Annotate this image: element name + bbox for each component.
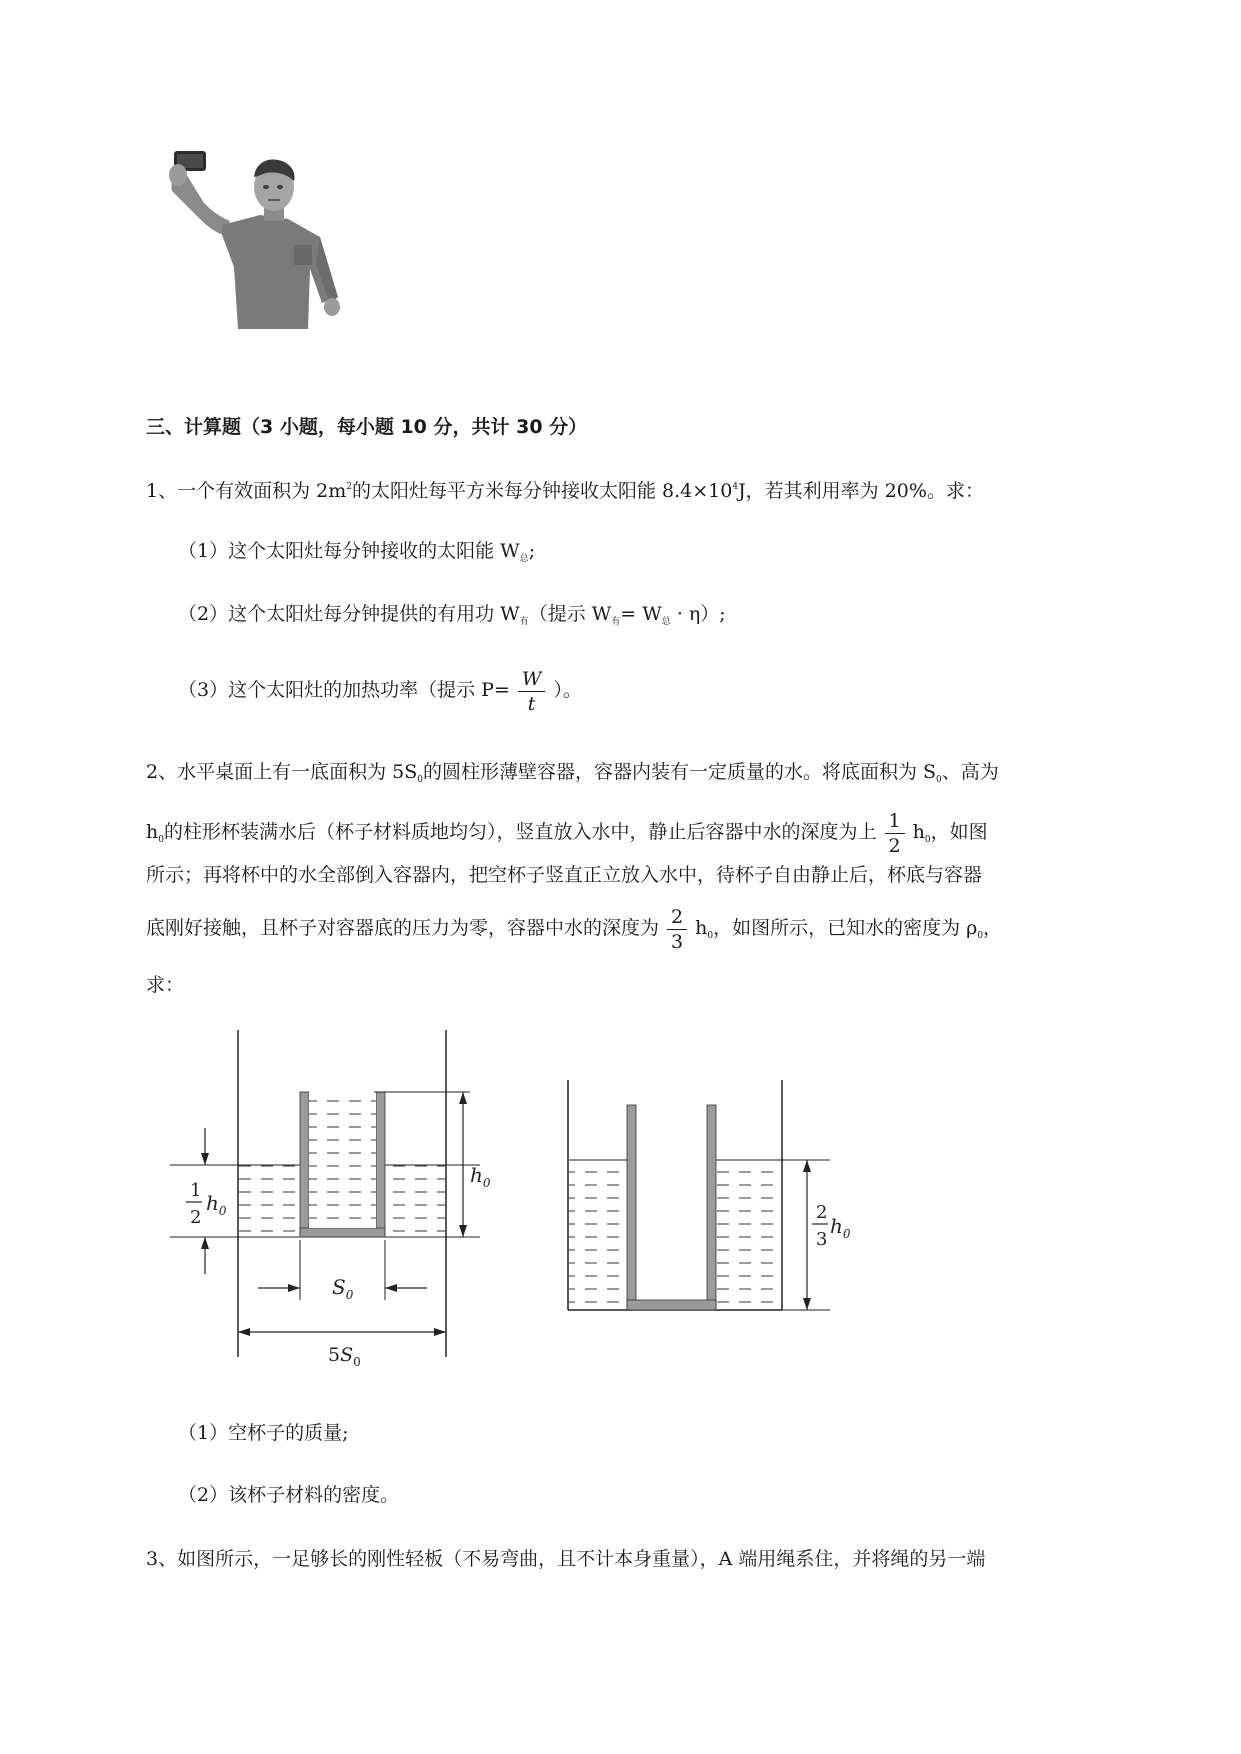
q1-p2-d: · η）; bbox=[670, 603, 726, 625]
half-h0: $h_0$ bbox=[206, 1191, 227, 1218]
q2-l4-a: 底刚好接触，且杯子对容器底的压力为零，容器中水的深度为 bbox=[146, 917, 660, 939]
q1-p1-sub: 总 bbox=[519, 554, 529, 564]
frac-num-w: W bbox=[521, 667, 542, 690]
q3-line1: 3、如图所示，一足够长的刚性轻板（不易弯曲，且不计本身重量），A 端用绳系住，并将绳的另一端 bbox=[146, 1548, 986, 1570]
two-thirds-den: 3 bbox=[816, 1229, 828, 1250]
q1-p2-a: （2）这个太阳灶每分钟提供的有用功 W bbox=[178, 603, 520, 625]
q1-p1-b: ; bbox=[528, 540, 536, 562]
q2-line5: 求： bbox=[146, 974, 185, 996]
q1-p2-sub2: 有 bbox=[611, 617, 621, 627]
s0-label: $S_0$ bbox=[332, 1275, 354, 1302]
q1-part1 bbox=[178, 538, 535, 572]
q2-part1: （1）空杯子的质量; bbox=[178, 1422, 349, 1444]
q1-p2-sub3: 总 bbox=[661, 617, 671, 627]
q2-line3: 所示；再将杯中的水全部倒入容器内，把空杯子竖直正立放入水中，待杯子自由静止后，杯底与容器 bbox=[146, 864, 983, 886]
q1-stem-sup: 2 bbox=[346, 482, 352, 492]
frac-den-t: t bbox=[527, 692, 536, 715]
half-num: 1 bbox=[190, 1180, 202, 1201]
fraction-one-half bbox=[885, 809, 905, 858]
h0-label: $h_0$ bbox=[470, 1163, 490, 1190]
half-den: 2 bbox=[190, 1207, 202, 1228]
q2-l2-b: 的柱形杯装满水后（杯子材料质地均匀），竖直放入水中，静止后容器中水的深度为上 bbox=[163, 821, 877, 843]
q1-p2-sub1: 有 bbox=[519, 617, 529, 627]
q2-l2-d: ，如图 bbox=[930, 821, 988, 843]
two-thirds-num: 2 bbox=[816, 1202, 828, 1223]
5s0-label: $5S_0$ bbox=[328, 1344, 361, 1369]
q2-part2: （2）该杯子材料的密度。 bbox=[178, 1484, 400, 1506]
q2-line2 bbox=[146, 802, 988, 870]
q2-l1-b: 的圆柱形薄壁容器，容器内装有一定质量的水。将底面积为 S bbox=[422, 761, 937, 783]
two-thirds-h0: $h_0$ bbox=[830, 1214, 851, 1241]
q2-l2-sub2: 0 bbox=[924, 835, 931, 845]
frac-den-3: 3 bbox=[671, 930, 684, 953]
q1-part3 bbox=[178, 660, 582, 720]
q1-stem-b: 的太阳灶每平方米每分钟接收太阳能 8.4×10 bbox=[351, 480, 733, 502]
q2-line4 bbox=[146, 898, 1002, 966]
q1-p3-b: ）。 bbox=[553, 679, 582, 701]
q1-p2-b: （提示 W bbox=[528, 603, 612, 625]
q2-l1-a: 2、水平桌面上有一底面积为 5S bbox=[146, 761, 418, 783]
q1-p3-a: （3）这个太阳灶的加热功率（提示 P= bbox=[178, 679, 510, 701]
q2-l4-d: ， bbox=[983, 917, 1003, 939]
q1-stem-a: 1、一个有效面积为 2m bbox=[146, 480, 347, 502]
q2-l4-b: h bbox=[695, 917, 708, 939]
q1-p2-c: = W bbox=[620, 603, 662, 625]
q1-stem-c: J，若其利用率为 20%。求： bbox=[738, 480, 984, 502]
q2-l4-c: ，如图所示，已知水的密度为 ρ bbox=[713, 917, 978, 939]
figure-right-empty-cup bbox=[560, 1075, 860, 1325]
fraction-w-over-t bbox=[518, 667, 546, 716]
frac-den-2: 2 bbox=[888, 834, 901, 857]
q1-part2 bbox=[178, 601, 726, 635]
q2-l1-sub2: 0 bbox=[936, 775, 942, 785]
selfie-photo bbox=[160, 147, 345, 329]
q2-l4-sub: 0 bbox=[707, 931, 714, 941]
q2-l4-sub2: 0 bbox=[977, 931, 984, 941]
frac-num-1: 1 bbox=[885, 809, 905, 834]
q2-l1-c: 、高为 bbox=[941, 761, 999, 783]
person-selfie-icon bbox=[160, 147, 345, 329]
q1-stem bbox=[146, 474, 984, 504]
fraction-two-thirds bbox=[667, 905, 687, 954]
section-title: 三、计算题（3 小题，每小题 10 分，共计 30 分） bbox=[146, 416, 588, 438]
q2-l2-c: h bbox=[912, 821, 925, 843]
q2-line1 bbox=[146, 759, 999, 793]
q2-l2-sub: 0 bbox=[158, 835, 164, 845]
q2-l1-sub1: 0 bbox=[417, 775, 423, 785]
frac-num-2: 2 bbox=[667, 905, 687, 930]
q2-l2-a: h bbox=[146, 821, 159, 843]
q1-stem-sup2: 4 bbox=[732, 482, 739, 492]
q1-p1-a: （1）这个太阳灶每分钟接收的太阳能 W bbox=[178, 540, 520, 562]
figure-left-full-cup bbox=[170, 1030, 490, 1370]
